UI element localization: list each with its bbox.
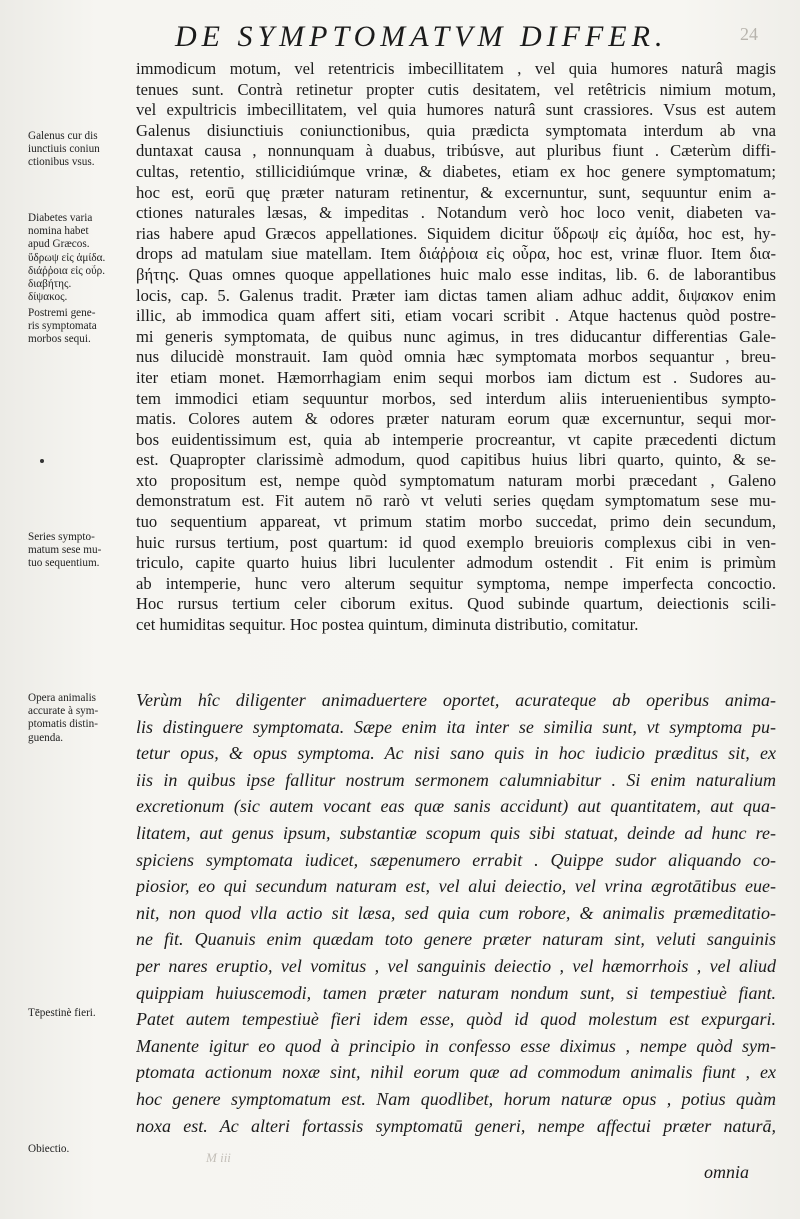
text-line: locis, cap. 5. Galenus tradit. Præter iam dictas tamen aliam adhuc addit, διψακον enim [136,285,776,305]
text-line: matis. Colores autem & odores præter naturam eorum quæ excernuntur, sequi mor- [136,409,776,429]
text-line-italic: excretionum (sic autem vocant eas quæ sanis accidunt) aut quantitatem, aut qua- [136,796,776,817]
text-line: bos euidentissimum est, quia ab intemperie procreantur, vt capite præcedenti dictum [136,429,776,449]
page-number: 24 [740,24,758,44]
text-line-italic: tetur opus, & opus symptoma. Ac nisi sano quis in hoc iudicio præditus sit, ex [136,743,776,764]
margin-note-line: Opera animalis [28,692,97,704]
margin-note-line: δίψακος. [28,291,68,304]
text-line: tuo sequentium appareat, vt primum statim morbo succedat, primo dein secundum, [136,512,776,532]
text-line: cet humiditas sequitur. Hoc postea quintum, diminuta distributio, comitatur. [136,615,639,635]
text-line-italic: Patet autem tempestiuè fieri idem esse, quòd id quod molestum est expurgari. [136,1009,776,1030]
catchword: omnia [704,1162,749,1182]
text-line: tem immodici etiam sequuntur morbos, sed interdum aliis interuenientibus sympto- [136,388,776,408]
text-line: illic, ab immodica quam affert siti, etiam vocari scribit . Atque hactenus quòd postre- [136,306,776,326]
text-line: drops ad matulam siue matellam. Item διάῤῥοια εἰς οὖρα, hoc est, vrinæ fluor. Item δια- [136,244,776,264]
main-text-roman [136,59,776,636]
text-line: cultas, retentio, stillicidiúmque vrinæ, & diabetes, etiam ex hoc genere symptomatum; [136,161,776,181]
margin-note-postremi [28,307,128,347]
text-line-italic: Verùm hîc diligenter animaduertere oportet, acurateque ab operibus anima- [136,690,776,710]
main-text-italic [136,687,776,1139]
margin-note-line: accurate à sym- [28,705,99,718]
text-line: vel expultricis imbecillitatem, vel quia humores naturâ sunt crassiores. Vsus est autem [136,100,776,120]
signature-mark: M iii [206,1150,231,1165]
text-line: demonstratum est. Fit autem nō rarò vt veluti series quędam symptomatum sese mu- [136,491,776,511]
margin-note-line: matum sese mu- [28,544,102,557]
margin-note-line: iunctiuis coniun [28,143,100,156]
text-line-italic: spiciens symptomata iudicet, sæpenumero errabit . Quippe sudor aliquando co- [136,849,776,870]
margin-note-opera [28,692,128,745]
text-line: nus dilucidè monstrauit. Iam quòd omnia hæc symptomata morbos sequantur , breu- [136,347,776,367]
running-header: DE SYMPTOMATVM DIFFER. [175,20,668,53]
margin-note-line: διαβήτης. [28,278,72,291]
text-line: βήτης. Quas omnes quoque appellationes huic malo esse inditas, lib. 6. de laborantibus [136,264,776,284]
text-line-italic: per nares eruptio, vel vomitus , vel sanguinis deiectio , vel hæmorrhois , vel aliud [136,955,776,976]
text-line: triculo, capite quarto huius libri luculenter admodum ostendit . Fit enim is primùm [136,553,776,573]
margin-note-diabetes [28,212,128,304]
margin-note-tempestive [28,1007,128,1020]
margin-note-line: ὕδρωψ εἰς ἀμίδα. [28,251,106,264]
text-line-italic: ne fit. Quanuis enim quædam toto genere præter naturam sint, veluti sanguinis [136,929,776,950]
text-line: immodicum motum, vel retentricis imbecillitatem , vel quia humores naturâ magis [136,59,776,78]
margin-note-galenus [28,130,128,170]
text-line-italic: quippiam huiuscemodi, tamen præter naturam nondum sunt, si tempestiuè fiant. [136,982,776,1003]
margin-note-line: Diabetes varia [28,212,93,224]
text-line: est. Quapropter clarissimè admodum, quod capitibus huius libri quarto, quinto, & se- [136,450,776,470]
text-line-italic: lis distinguere symptomata. Sæpe enim ita inter se similia sunt, vt symptoma pu- [136,716,776,737]
margin-note-line: guenda. [28,731,64,744]
text-line-italic: piosior, eo qui secundum naturam est, vel alui deiectio, vel vrina ægrotātibus eue- [136,876,776,897]
text-line: ab intemperie, hunc vero alterum sequitur symptoma, nempe imperfecta concoctio. [136,573,776,593]
margin-note-line: διάῤῥοια εἰς οὖρ. [28,264,106,277]
margin-note-line: Galenus cur dis [28,130,98,142]
text-line: xto propositum est, nempe quòd symptomatum naturam morbi præcedant , Galeno [136,470,776,490]
text-line-italic: ptomata actionum noxæ sint, nihil eorum quæ ad commodum animalis fiunt , ex [136,1062,776,1083]
text-line-italic: Manente igitur eo quod à principio in confesso esse diximus , nempe quòd sym- [136,1035,776,1056]
text-line: iter etiam monet. Hæmorrhagiam enim sequi morbos iam dictum est . Sudores au- [136,367,776,387]
margin-note-line: tuo sequentium. [28,557,100,570]
text-line: ctiones naturales læsas, & impeditas . Notandum verò hoc loco venit, diabeten va- [136,203,776,223]
text-line-italic: nit, non quod vlla actio sit læsa, sed quia cum robore, & animalis præmeditatio- [136,902,776,923]
text-line-italic: noxa est. Ac alteri fortassis symptomatū generi, nempe affectui præter naturā, [136,1115,776,1136]
margin-note-line: ptomatis distin- [28,718,98,731]
margin-note-series [28,531,128,571]
margin-note-line: Tēpestinè fieri. [28,1007,96,1019]
text-line-italic: litatem, aut genus ipsum, substantiæ scopum quis sibi statuat, deinde ad hunc re- [136,822,776,843]
text-line: rias habere apud Græcos appellationes. Siquidem dicitur ὕδρωψ εἰς ἀμίδα, hoc est, hy- [136,223,776,243]
margin-note-obiectio [28,1143,128,1156]
margin-note-line: nomina habet [28,225,89,238]
text-line-italic: iis in quibus ipse fallitur nostrum sermonem calumniabitur . Si enim naturalium [136,769,776,790]
margin-dot [40,459,44,463]
text-line: tenues sunt. Contrà retinetur propter cutis desitatem, vel retêtricis nimium motum, [136,79,776,99]
margin-note-line: Obiectio. [28,1143,70,1155]
text-line: Hoc rursus tertium celer ciborum exitus. Quod subinde quartum, deiectionis scili- [136,594,776,614]
text-line: duntaxat causa , nonnunquam à duabus, tribúsve, aut pluribus fiunt . Cæterùm diffi- [136,141,776,161]
text-line: huic rursus tertium, post quartum: id quod exemplo breuioris complexus cibi in ven- [136,532,776,552]
text-line: mi generis symptomata, de quibus nunc agimus, in tres diducantur differentias Gale- [136,326,776,346]
margin-note-line: morbos sequi. [28,333,91,346]
margin-note-line: ris symptomata [28,320,97,333]
text-line-italic: hoc genere symptomatum est. Nam quodlibet, horum naturæ opus , potius quàm [136,1088,776,1109]
text-line: Galenus disiunctiuis coniunctionibus, quia prædicta symptomata interdum ab vna [136,120,776,140]
margin-note-line: Postremi gene- [28,307,96,319]
margin-note-line: ctionibus vsus. [28,156,95,169]
margin-note-line: apud Græcos. [28,238,90,251]
text-line: hoc est, eorū quę præter naturam retinentur, & excernuntur, sunt, sequuntur enim a- [136,182,776,202]
margin-note-line: Series sympto- [28,531,95,543]
